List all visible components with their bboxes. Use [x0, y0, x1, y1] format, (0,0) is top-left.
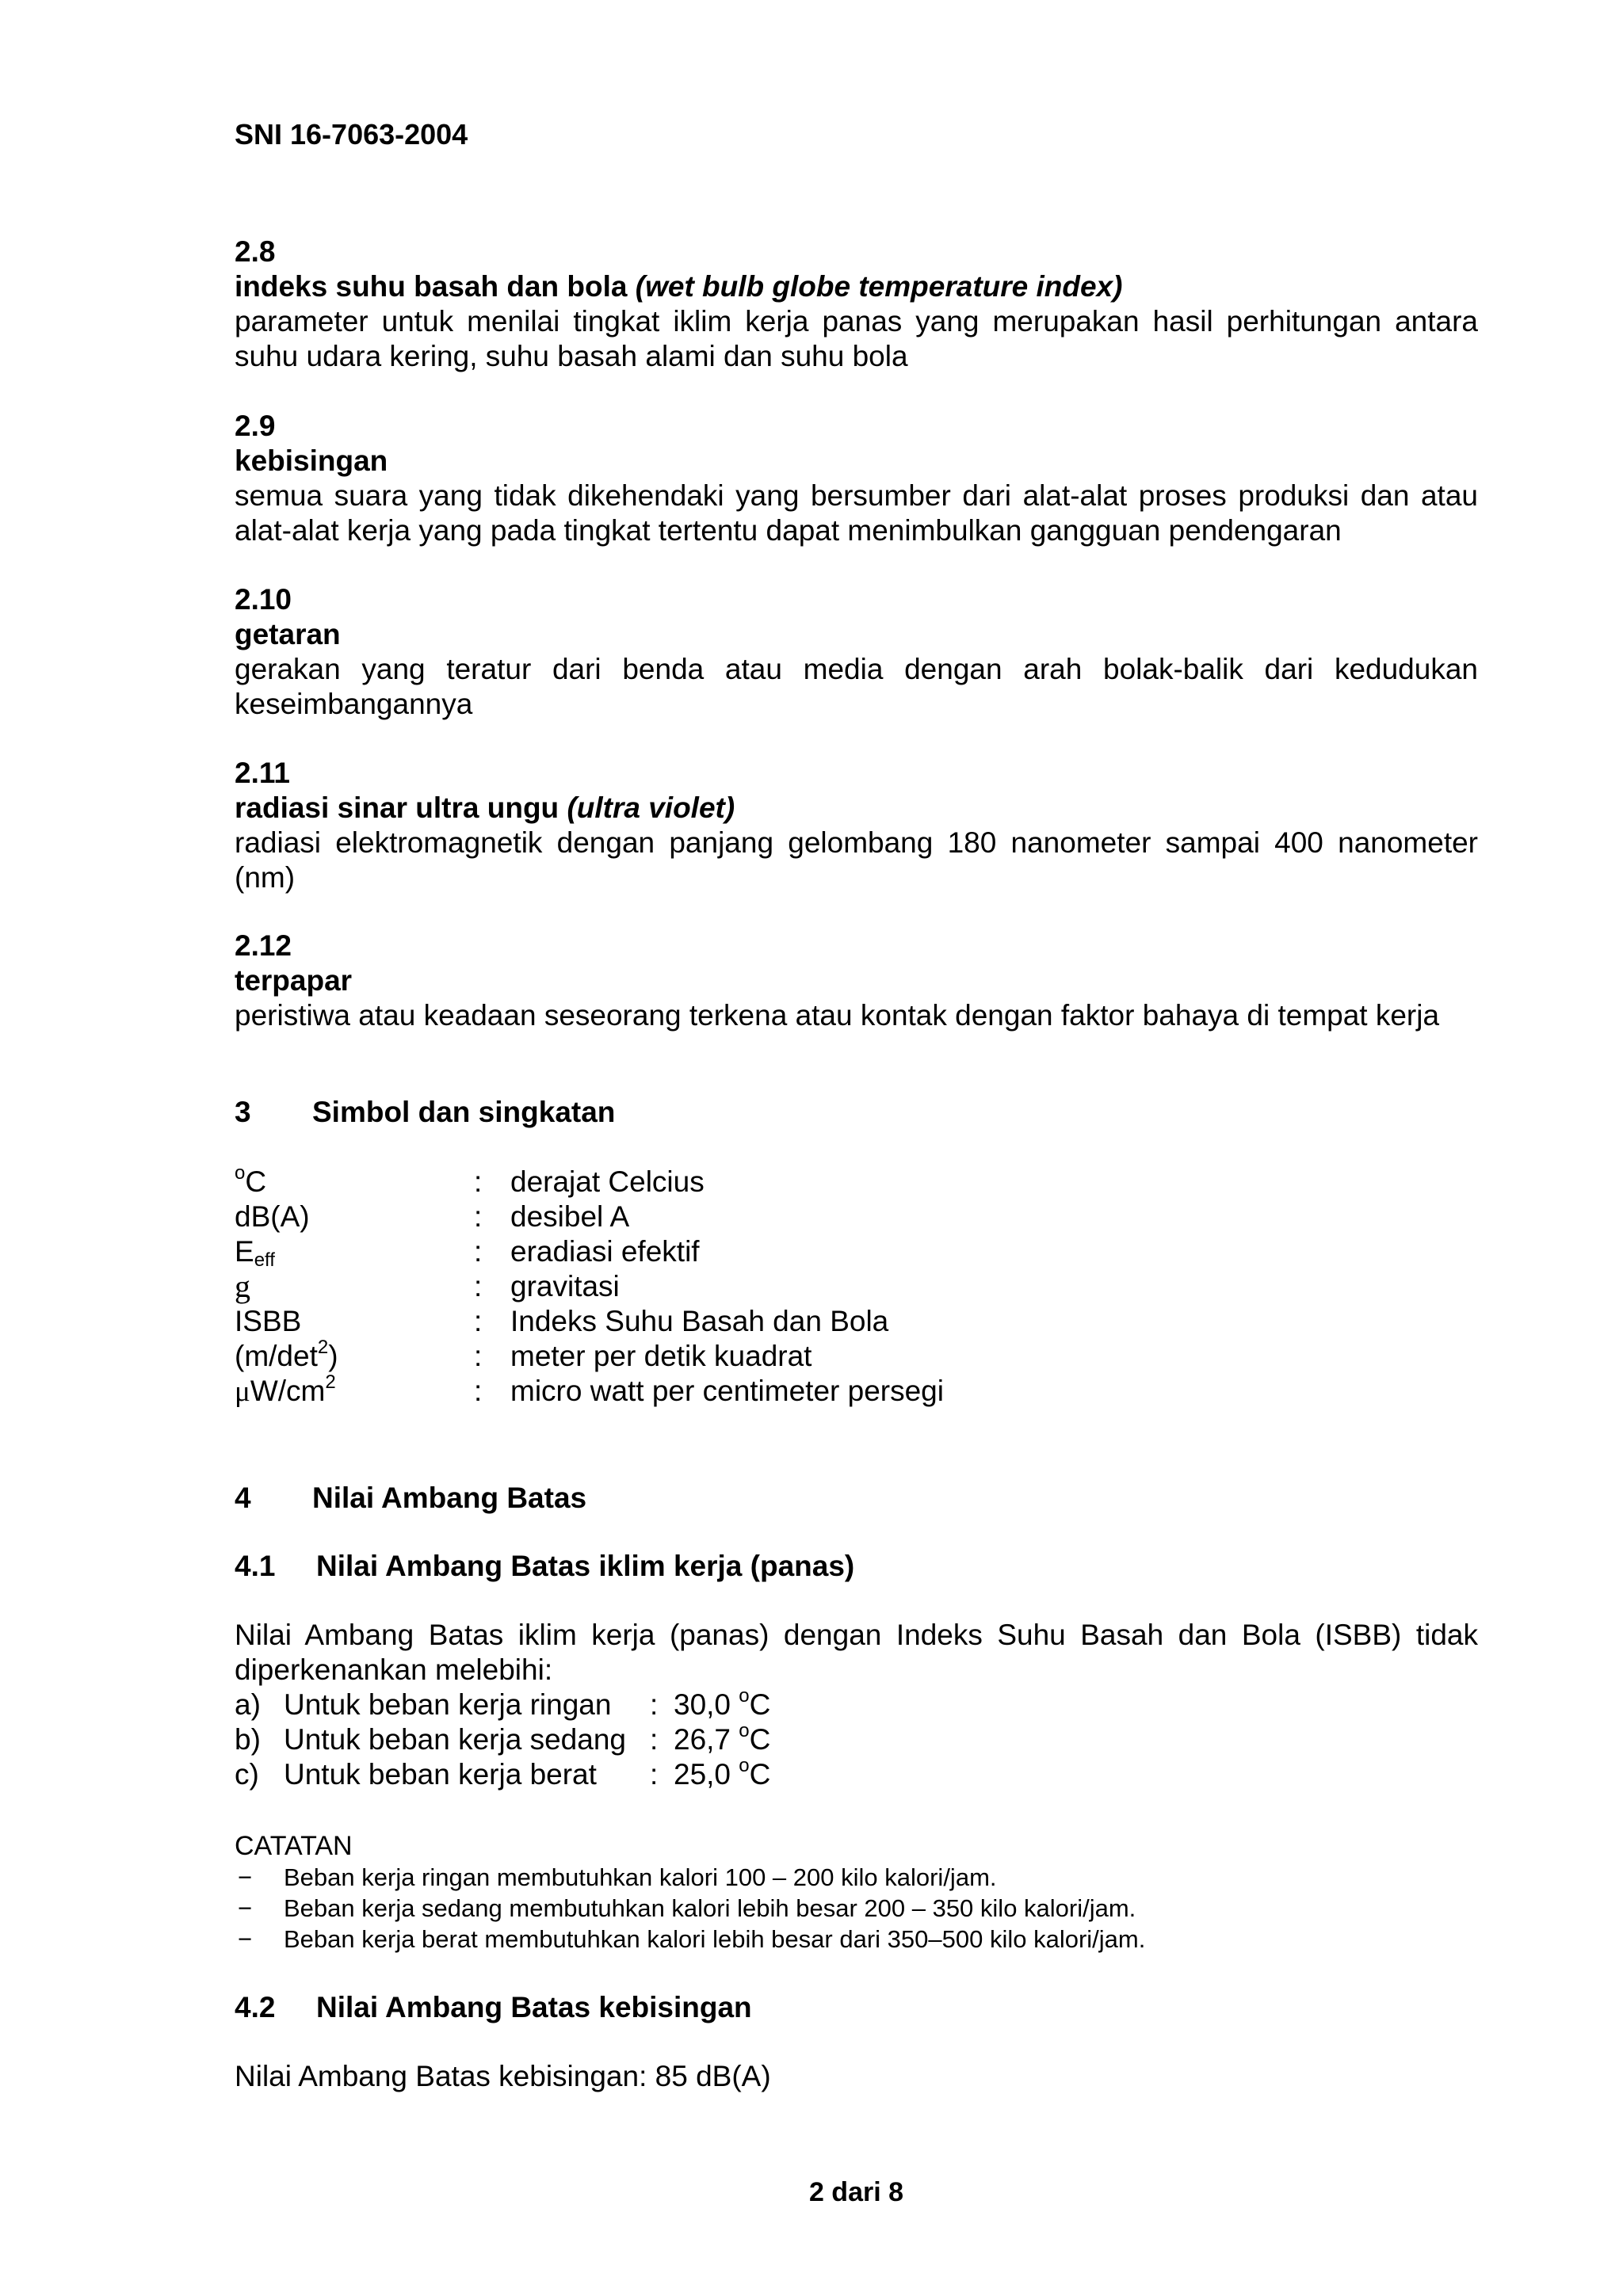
symbol-row: [235, 1339, 944, 1374]
page-number: 2 dari 8: [808, 2177, 904, 2207]
limit-label: Untuk beban kerja ringan: [284, 1688, 612, 1721]
section-4-heading: [235, 1481, 586, 1516]
section-4-2-heading: [235, 1990, 752, 2025]
definition-body-line2: (nm): [235, 861, 296, 894]
symbol-description: gravitasi: [510, 1270, 620, 1302]
definition-2-12: [235, 929, 1478, 1033]
colon: :: [474, 1305, 483, 1337]
document-code: SNI 16-7063-2004: [235, 118, 468, 151]
colon: :: [474, 1235, 483, 1268]
definition-number: 2.12: [235, 929, 292, 962]
symbol-row: [235, 1304, 944, 1339]
note-item: [235, 1862, 1478, 1893]
definition-number: 2.10: [235, 583, 292, 616]
definition-body: peristiwa atau keadaan seseorang terkena atau kontak dengan faktor bahaya di tempat kerja: [235, 999, 1440, 1032]
list-marker: a): [235, 1688, 261, 1721]
section-4-1-heading: [235, 1549, 854, 1584]
definition-body-line1: radiasi elektromagnetik dengan panjang gelombang 180 nanometer sampai 400 nanometer: [235, 826, 1478, 859]
symbol: ISBB: [235, 1305, 302, 1337]
section-title: Nilai Ambang Batas iklim kerja (panas): [316, 1550, 855, 1582]
definition-2-8: [235, 235, 1478, 374]
colon: :: [474, 1165, 483, 1198]
symbol-row: [235, 1234, 944, 1269]
definition-2-11: [235, 756, 1478, 895]
symbol: $\mu W/cm^2$: [235, 1371, 336, 1408]
dash-bullet: −: [238, 1925, 253, 1953]
note-text: Beban kerja sedang membutuhkan kalori lebih besar 200 – 350 kilo kalori/jam.: [284, 1894, 1136, 1922]
limit-label: Untuk beban kerja berat: [284, 1758, 597, 1791]
colon: :: [474, 1375, 483, 1407]
symbol-description: meter per detik kuadrat: [510, 1340, 812, 1372]
colon: :: [474, 1200, 483, 1233]
definition-term: terpapar: [235, 964, 353, 997]
section-title: Nilai Ambang Batas: [312, 1482, 587, 1514]
symbol-description: desibel A: [510, 1200, 630, 1233]
limit-item: [235, 1685, 1478, 1722]
definition-term-english: (ultra violet): [567, 791, 735, 824]
list-marker: b): [235, 1723, 261, 1756]
note-item: [235, 1924, 1478, 1955]
symbol-description: eradiasi efektif: [510, 1235, 700, 1268]
note-text: Beban kerja berat membutuhkan kalori lebih besar dari 350–500 kilo kalori/jam.: [284, 1925, 1146, 1953]
definition-term: radiasi sinar ultra ungu (ultra violet): [235, 791, 735, 824]
section-number: 4: [235, 1482, 251, 1514]
section-number: 4.2: [235, 1991, 276, 2023]
definition-number: 2.8: [235, 235, 276, 268]
dash-bullet: −: [238, 1894, 253, 1922]
symbol-description: derajat Celcius: [510, 1165, 705, 1198]
list-marker: c): [235, 1758, 259, 1791]
symbol: $E_{eff}$: [235, 1235, 275, 1271]
limit-value: 26,7 $^o$C: [674, 1720, 771, 1756]
section-3-heading: [235, 1095, 615, 1130]
definition-term-english: (wet bulb globe temperature index): [635, 270, 1123, 303]
limit-value: 25,0 $^o$C: [674, 1755, 771, 1791]
symbol: g: [235, 1268, 250, 1304]
section-title: Simbol dan singkatan: [312, 1096, 616, 1128]
symbol-row: [235, 1199, 944, 1234]
section-number: 4.1: [235, 1550, 276, 1582]
symbol: dB(A): [235, 1200, 310, 1233]
limit-item: [235, 1757, 1478, 1792]
limit-value: 30,0 $^o$C: [674, 1685, 771, 1721]
symbol: $(m/\det^2)$: [235, 1337, 338, 1372]
note-text: Beban kerja ringan membutuhkan kalori 100 – 200 kilo kalori/jam.: [284, 1863, 997, 1891]
section-4-2-body: Nilai Ambang Batas kebisingan: 85 dB(A): [235, 2060, 771, 2092]
limit-item: [235, 1722, 1478, 1757]
intro-line2: diperkenankan melebihi:: [235, 1653, 553, 1686]
symbol-table: [235, 1162, 944, 1409]
symbol-row: [235, 1162, 944, 1199]
section-4-1-body: [235, 1618, 1478, 1792]
definition-body-line1: gerakan yang teratur dari benda atau media dengan arah bolak-balik dari kedudukan: [235, 653, 1478, 685]
dash-bullet: −: [238, 1863, 253, 1891]
definition-2-9: [235, 409, 1478, 548]
symbol-row: [235, 1371, 944, 1409]
definition-body-line2: keseimbangannya: [235, 688, 473, 720]
colon: :: [474, 1340, 483, 1372]
limit-label: Untuk beban kerja sedang: [284, 1723, 626, 1756]
symbol-row: [235, 1269, 944, 1304]
colon: :: [650, 1723, 659, 1756]
note-item: [235, 1893, 1478, 1924]
definition-term: getaran: [235, 618, 341, 650]
definition-term: indeks suhu basah dan bola (wet bulb globe temperature index): [235, 270, 1123, 303]
colon: :: [650, 1688, 659, 1721]
section-number: 3: [235, 1096, 251, 1128]
section-title: Nilai Ambang Batas kebisingan: [316, 1991, 752, 2023]
definition-2-10: [235, 582, 1478, 722]
colon: :: [650, 1758, 659, 1791]
colon: :: [474, 1270, 483, 1302]
definition-body: semua suara yang tidak dikehendaki yang bersumber dari alat-alat proses produksi dan atau alat-alat kerja yang pada tingkat tertentu dapat menimbulkan gangguan pendengaran: [235, 479, 1478, 547]
intro-line1: Nilai Ambang Batas iklim kerja (panas) dengan Indeks Suhu Basah dan Bola (ISBB) tidak: [235, 1619, 1478, 1651]
symbol: $^o$C: [235, 1162, 267, 1198]
symbol-description: micro watt per centimeter persegi: [510, 1375, 944, 1407]
definition-number: 2.9: [235, 410, 276, 442]
definition-number: 2.11: [235, 757, 290, 789]
symbol-description: Indeks Suhu Basah dan Bola: [510, 1305, 889, 1337]
note-label: CATATAN: [235, 1831, 353, 1861]
note-block: [235, 1830, 1478, 1955]
definition-term: kebisingan: [235, 444, 388, 477]
definition-body: parameter untuk menilai tingkat iklim kerja panas yang merupakan hasil perhitungan antara suhu udara kering, suhu basah alami dan suhu bola: [235, 305, 1478, 372]
